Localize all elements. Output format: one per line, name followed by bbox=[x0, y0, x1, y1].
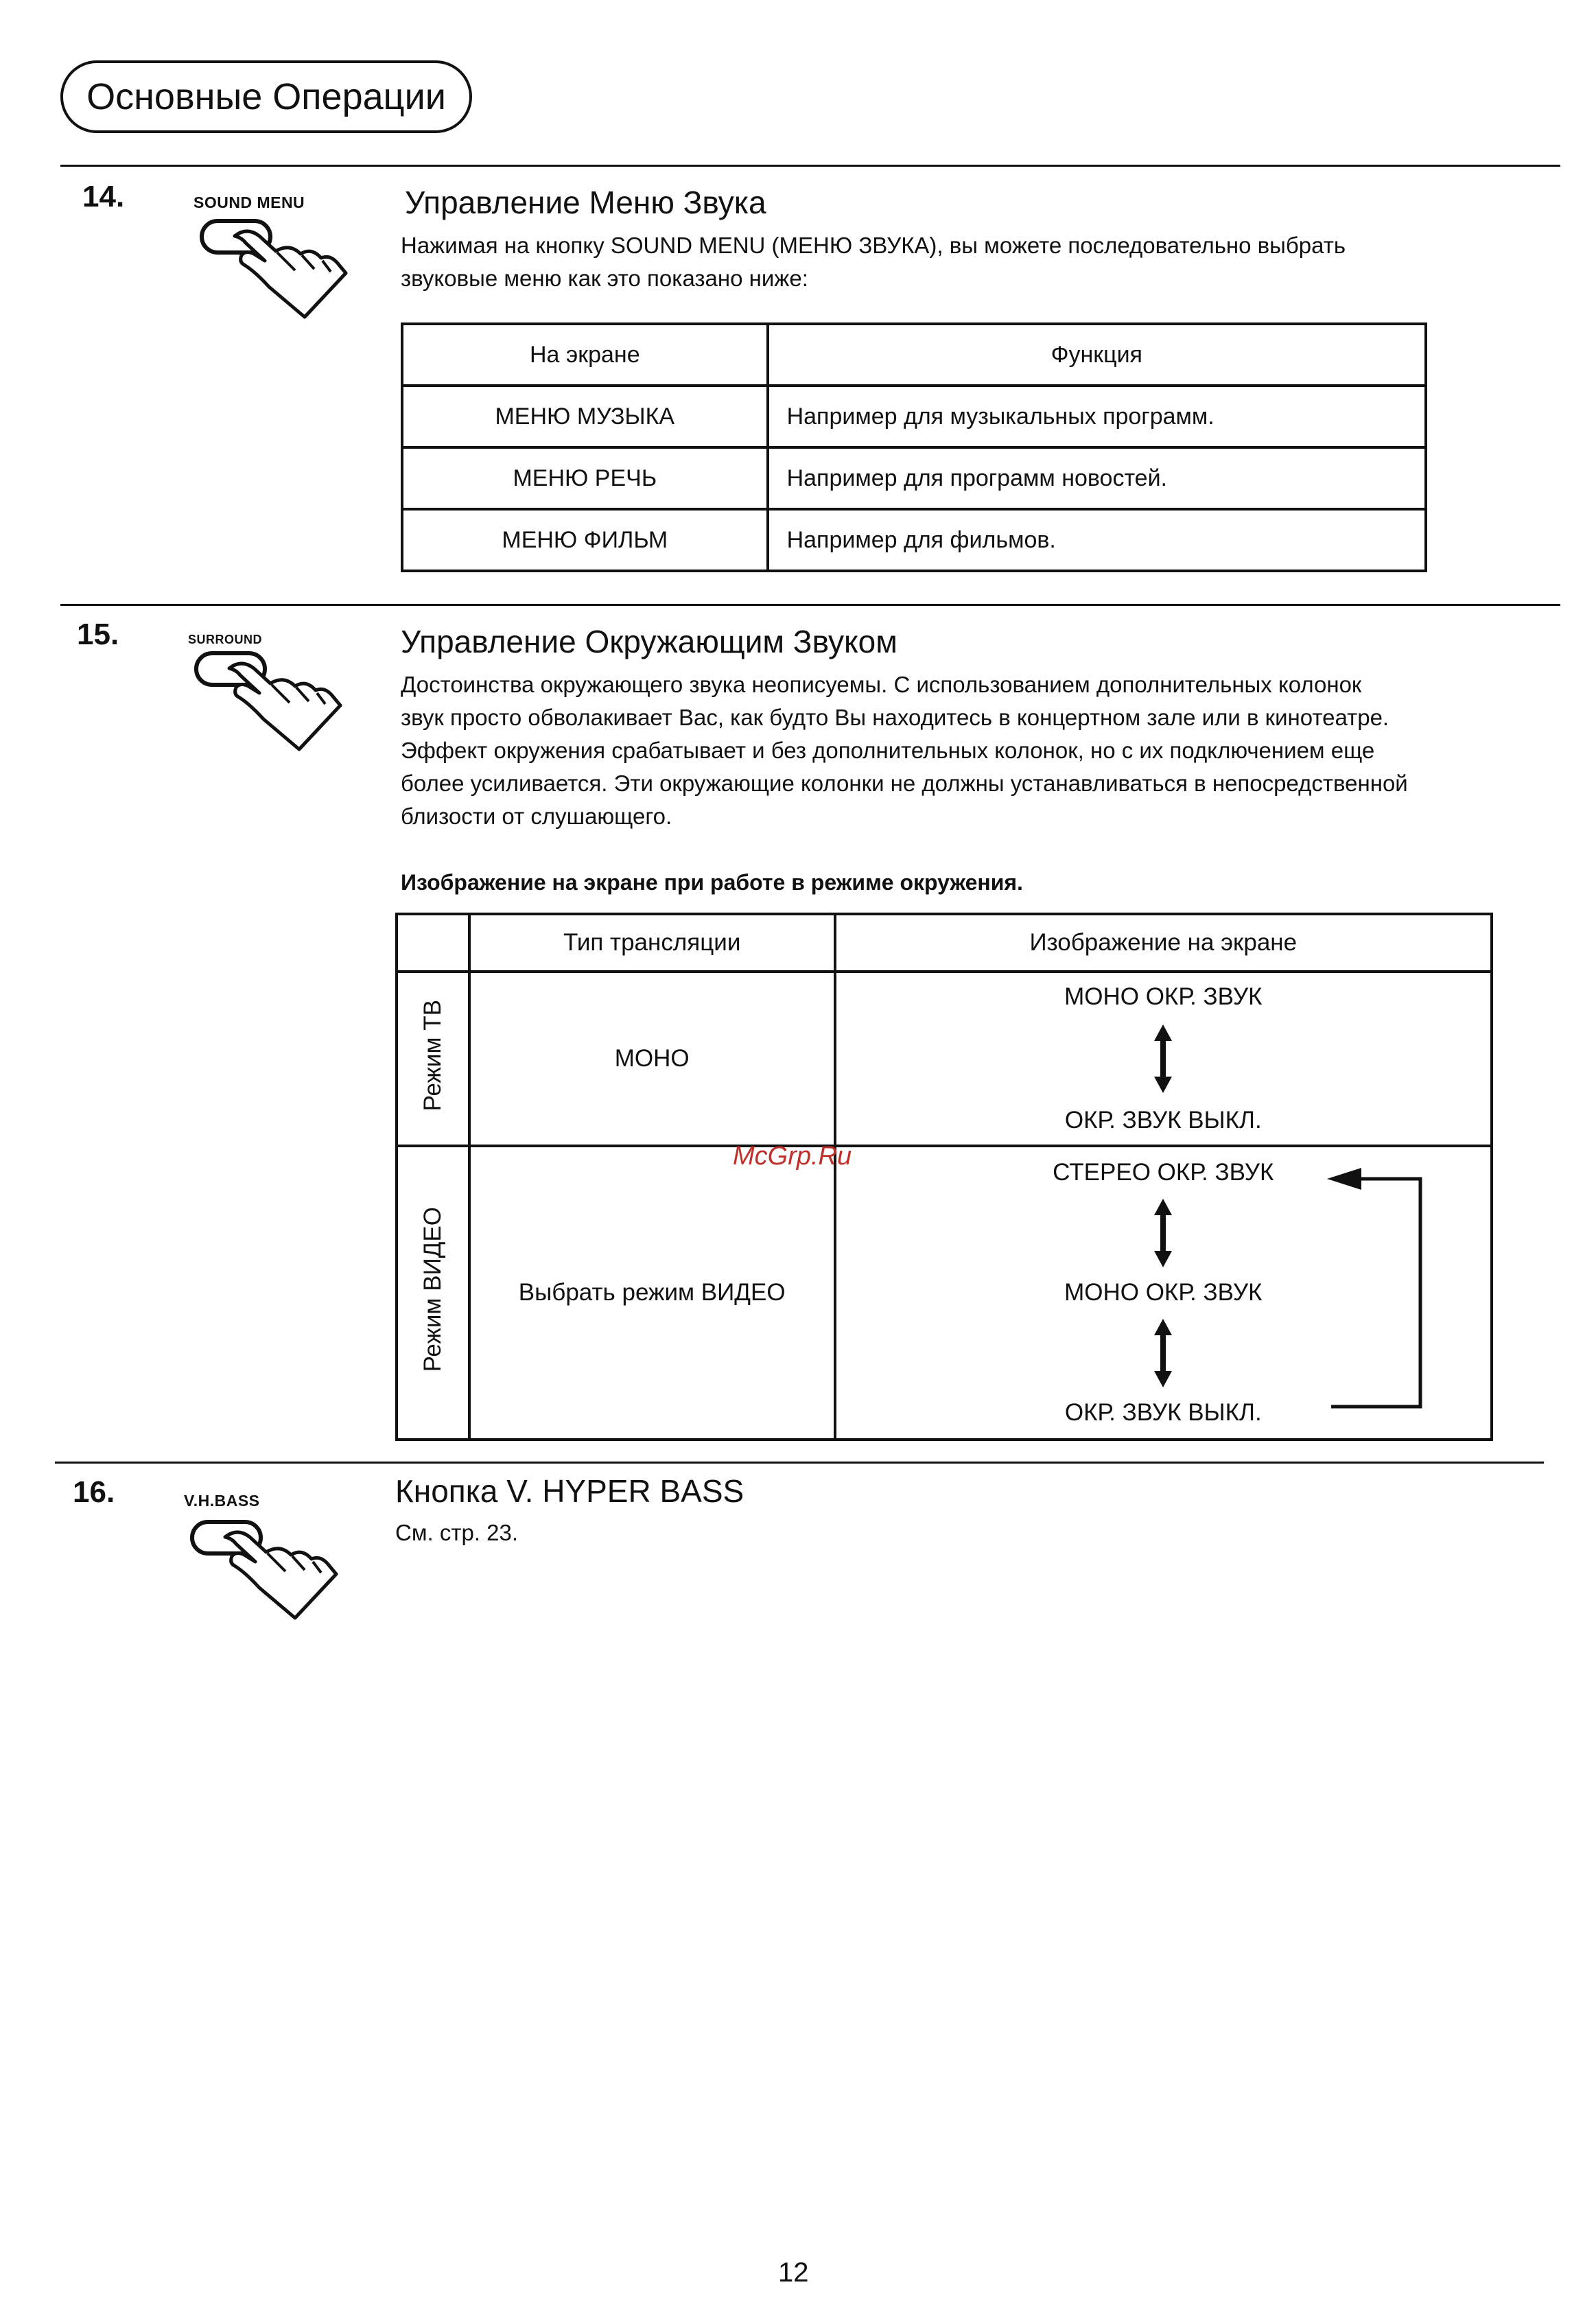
table-header-cell: На экране bbox=[402, 324, 768, 386]
table-cell: МЕНЮ РЕЧЬ bbox=[402, 447, 768, 509]
mode-cell bbox=[397, 1146, 469, 1440]
type-cell: Выбрать режим ВИДЕО bbox=[469, 1146, 835, 1440]
mode-label: Режим ТВ bbox=[419, 1000, 446, 1112]
display-cell bbox=[835, 972, 1492, 1146]
section-15-title: Управление Окружающим Звуком bbox=[401, 624, 897, 659]
double-arrow-icon bbox=[1154, 1199, 1172, 1267]
sound-menu-table bbox=[401, 322, 1427, 572]
table-header-cell: Тип трансляции bbox=[469, 914, 835, 972]
section-14-button-label: SOUND MENU bbox=[193, 193, 305, 211]
table-header-cell: Изображение на экране bbox=[835, 914, 1492, 972]
divider-top bbox=[60, 165, 1560, 167]
section-16-number: 16. bbox=[73, 1475, 115, 1509]
paragraph-line: Эффект окружения срабатывает и без дополнительных колонок, но с их подключением еще bbox=[401, 738, 1375, 763]
hand-press-icon bbox=[188, 645, 353, 775]
table-header-cell: Функция bbox=[768, 324, 1426, 386]
section-14-title: Управление Меню Звука bbox=[405, 185, 766, 220]
display-text: МОНО ОКР. ЗВУК bbox=[1064, 1279, 1263, 1306]
double-arrow-icon bbox=[1154, 1024, 1172, 1093]
section-15-paragraph bbox=[401, 668, 1553, 833]
section-16-title: Кнопка V. HYPER BASS bbox=[395, 1473, 744, 1509]
table-cell: МЕНЮ МУЗЫКА bbox=[402, 386, 768, 447]
divider-14-15 bbox=[60, 604, 1560, 606]
paragraph-line: Нажимая на кнопку SOUND MENU (МЕНЮ ЗВУКА), вы можете последовательно выбрать bbox=[401, 233, 1346, 258]
section-15-subheading: Изображение на экране при работе в режиме окружения. bbox=[401, 870, 1023, 895]
table-row bbox=[402, 386, 1426, 447]
table-cell: Например для программ новостей. bbox=[768, 447, 1426, 509]
paragraph-line: Достоинства окружающего звука неописуемы. С использованием дополнительных колонок bbox=[401, 672, 1362, 697]
table-header-row bbox=[397, 914, 1492, 972]
watermark: McGrp.Ru bbox=[733, 1142, 852, 1171]
table-cell: Например для музыкальных программ. bbox=[768, 386, 1426, 447]
section-16-paragraph: См. стр. 23. bbox=[395, 1520, 519, 1545]
section-14-paragraph bbox=[401, 229, 1471, 295]
paragraph-line: более усиливается. Эти окружающие колонки не должны устанавливаться в непосредственной bbox=[401, 771, 1408, 796]
table-row bbox=[402, 447, 1426, 509]
table-cell: Например для фильмов. bbox=[768, 509, 1426, 571]
page-title: Основные Операции bbox=[60, 60, 472, 133]
display-text: МОНО ОКР. ЗВУК bbox=[1064, 983, 1263, 1010]
table-row bbox=[397, 972, 1492, 1146]
display-text: ОКР. ЗВУК ВЫКЛ. bbox=[1064, 1399, 1262, 1426]
paragraph-line: близости от слушающего. bbox=[401, 803, 672, 829]
display-text: ОКР. ЗВУК ВЫКЛ. bbox=[1064, 1107, 1262, 1134]
table-header-row bbox=[402, 324, 1426, 386]
mode-cell bbox=[397, 972, 469, 1146]
table-header-cell bbox=[397, 914, 469, 972]
hand-press-icon bbox=[184, 1505, 349, 1636]
section-15-button-label: SURROUND bbox=[188, 633, 263, 646]
page-number: 12 bbox=[778, 2257, 809, 2288]
type-cell: МОНО bbox=[469, 972, 835, 1146]
paragraph-line: звуковые меню как это показано ниже: bbox=[401, 266, 808, 291]
table-cell: МЕНЮ ФИЛЬМ bbox=[402, 509, 768, 571]
hand-press-icon bbox=[193, 206, 358, 336]
divider-15-16 bbox=[55, 1462, 1544, 1464]
double-arrow-icon bbox=[1154, 1319, 1172, 1387]
paragraph-line: звук просто обволакивает Вас, как будто Вы находитесь в концертном зале или в кинотеатре. bbox=[401, 705, 1389, 730]
loop-back-arrow-icon bbox=[1324, 1160, 1427, 1420]
section-16-button-label: V.H.BASS bbox=[184, 1492, 260, 1510]
section-14-number: 14. bbox=[82, 180, 125, 213]
mode-label: Режим ВИДЕО bbox=[419, 1207, 446, 1372]
section-15-number: 15. bbox=[77, 618, 119, 651]
table-row bbox=[402, 509, 1426, 571]
display-text: СТЕРЕО ОКР. ЗВУК bbox=[1053, 1159, 1274, 1186]
